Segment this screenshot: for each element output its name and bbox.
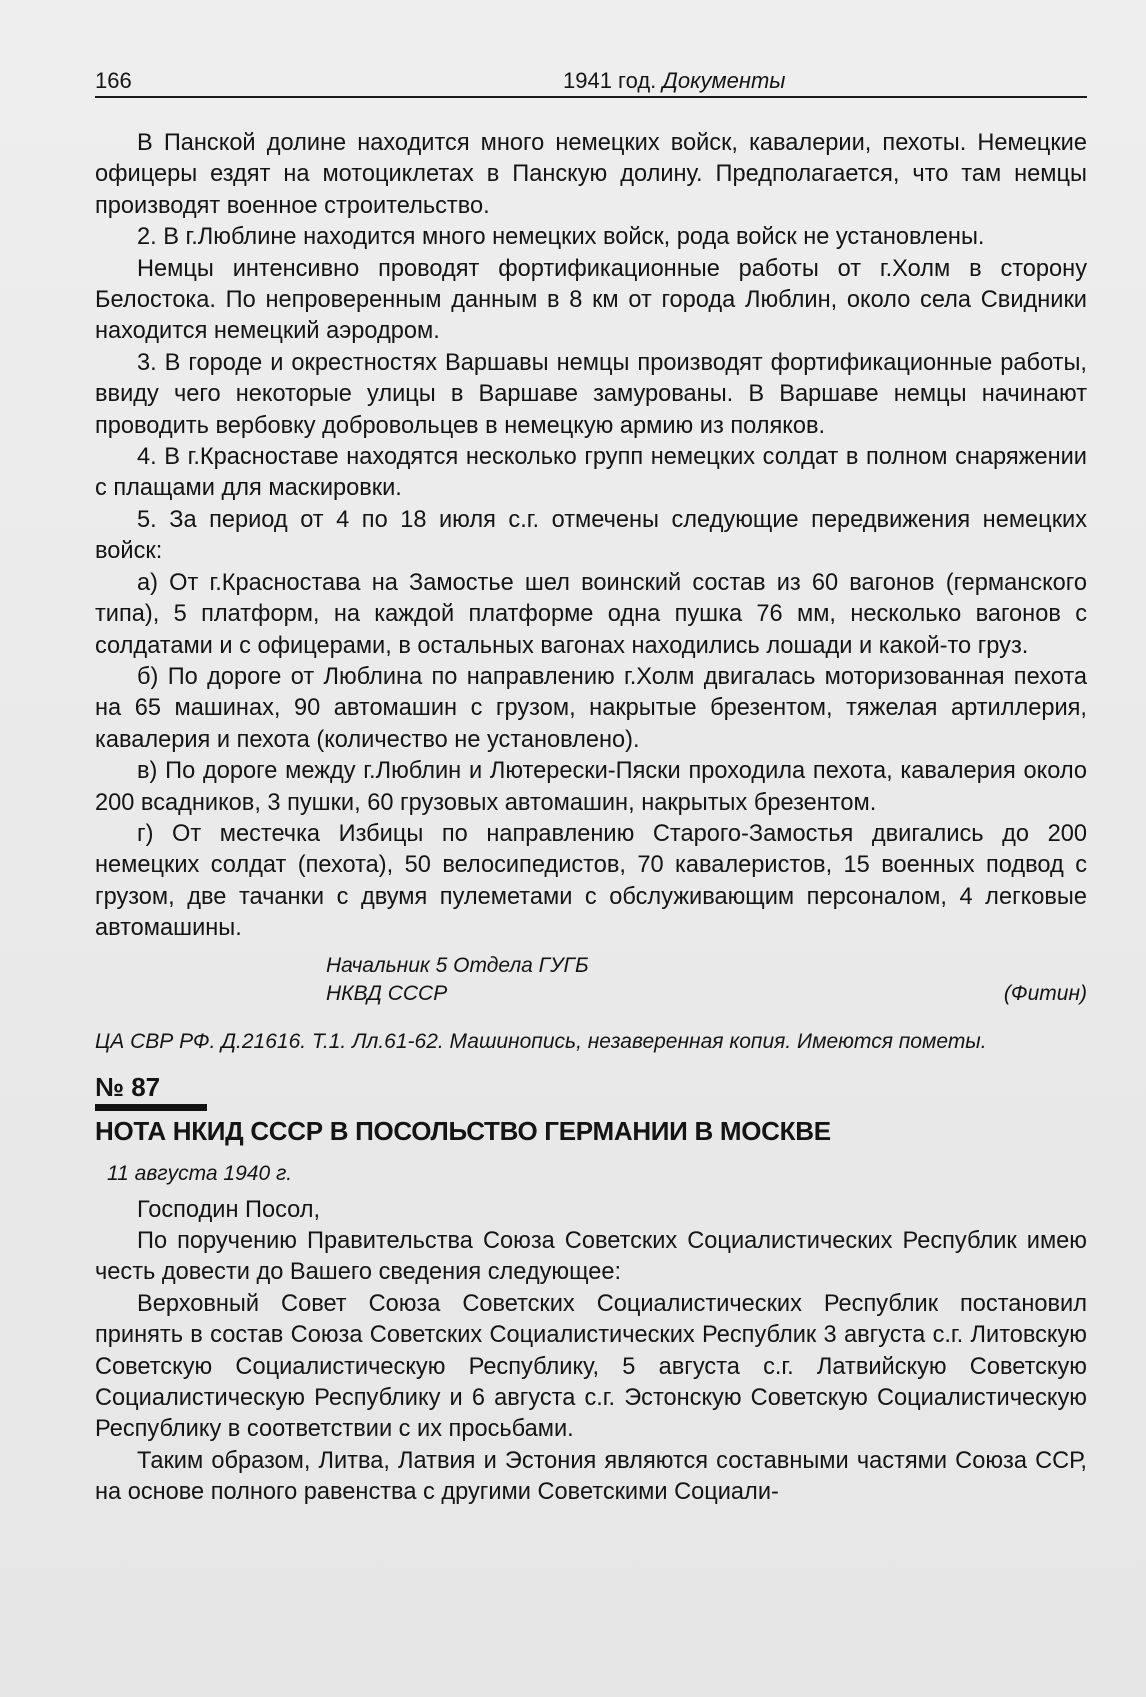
document-number-rule <box>95 1104 207 1111</box>
signature-block <box>95 952 1087 1016</box>
paragraph: 3. В городе и окрестностях Варшавы немцы производят фортификационные работы, ввиду чего некоторые улицы в Варшаве замурованы. В Варшаве немцы начинают проводить вербовку добровольцев в немецкую армию из поляков. <box>95 349 1087 439</box>
archive-source-note: ЦА СВР РФ. Д.21616. Т.1. Лл.61-62. Машинопись, незаверенная копия. Имеются пометы. <box>95 1029 987 1053</box>
paragraph: а) От г.Красностава на Замостье шел воинский состав из 60 вагонов (германского типа), 5 платформ, на каждой платформе одна пушка 76 мм, несколько вагонов с солдатами и с офицерами, в остальных вагонах находились лошади и какой-то груз. <box>95 569 1087 659</box>
document-title: НОТА НКИД СССР В ПОСОЛЬСТВО ГЕРМАНИИ В МОСКВЕ <box>95 1115 831 1146</box>
paragraph: г) От местечка Избицы по направлению Старого-Замостья двигались до 200 немецких солдат (пехота), 50 велосипедистов, 70 кавалеристов, 15 военных подвод с грузом, две тачанки с двумя пулеметами с обслуживающим персоналом, 4 легковые автомашины. <box>95 820 1087 942</box>
running-title <box>563 68 785 94</box>
paragraph: Господин Посол, <box>137 1196 321 1223</box>
running-title-year: 1941 год. <box>563 68 657 93</box>
page-content <box>95 128 1087 1509</box>
page-header <box>95 62 1087 98</box>
paragraph: По поручению Правительства Союза Советских Социалистических Республик имею честь довести до Вашего сведения следующее: <box>95 1227 1087 1286</box>
signatory-position-line: Начальник 5 Отдела ГУГБ <box>326 953 589 977</box>
paragraph: Таким образом, Литва, Латвия и Эстония являются составными частями Союза ССР, на основе полного равенства с другими Советскими Социали- <box>95 1447 1087 1506</box>
paragraph: 2. В г.Люблине находится много немецких войск, рода войск не установлены. <box>137 224 985 251</box>
paragraph: б) По дороге от Люблина по направлению г.Холм двигалась моторизованная пехота на 65 машинах, 90 автомашин с грузом, накрытые брезентом, тяжелая артиллерия, кавалерия и пехота (количество не установлено). <box>95 663 1087 753</box>
document-number: № 87 <box>95 1071 161 1102</box>
signatory-position-line: НКВД СССР <box>326 981 448 1005</box>
signatory-name: (Фитин) <box>1003 981 1087 1005</box>
running-title-italic: Документы <box>662 68 786 93</box>
document-date: 11 августа 1940 г. <box>107 1161 293 1185</box>
paragraph: Верховный Совет Союза Советских Социалистических Республик постановил принять в состав Союза Советских Социалистических Республик 3 августа с.г. Литовскую Советскую Социалистическую Республику, 5 августа с.г. Латвийскую Советскую Социалистическую Республику и 6 августа с.г. Эстонскую Советскую Социалистическую Республику в соответствии с их просьбами. <box>95 1290 1087 1443</box>
paragraph: в) По дороге между г.Люблин и Лютерески-Пяски проходила пехота, кавалерия около 200 всадников, 3 пушки, 60 грузовых автомашин, накрытых брезентом. <box>95 758 1087 816</box>
signatory-position <box>326 952 589 1008</box>
page-number: 166 <box>95 68 132 93</box>
paragraph: В Панской долине находится много немецких войск, кавалерии, пехоты. Немецкие офицеры ездят на мотоциклетах в Панскую долину. Предполагается, что там немцы производят военное строительство. <box>95 130 1087 219</box>
paragraph: Немцы интенсивно проводят фортификационные работы от г.Холм в сторону Белостока. По непроверенным данным в 8 км от города Люблин, около села Свидники находится немецкий аэродром. <box>95 255 1087 345</box>
paragraph: 5. За период от 4 по 18 июля с.г. отмечены следующие передвижения немецких войск: <box>95 506 1087 565</box>
paragraph: 4. В г.Красноставе находятся несколько групп немецких солдат в полном снаряжении с плащами для маскировки. <box>95 444 1087 502</box>
